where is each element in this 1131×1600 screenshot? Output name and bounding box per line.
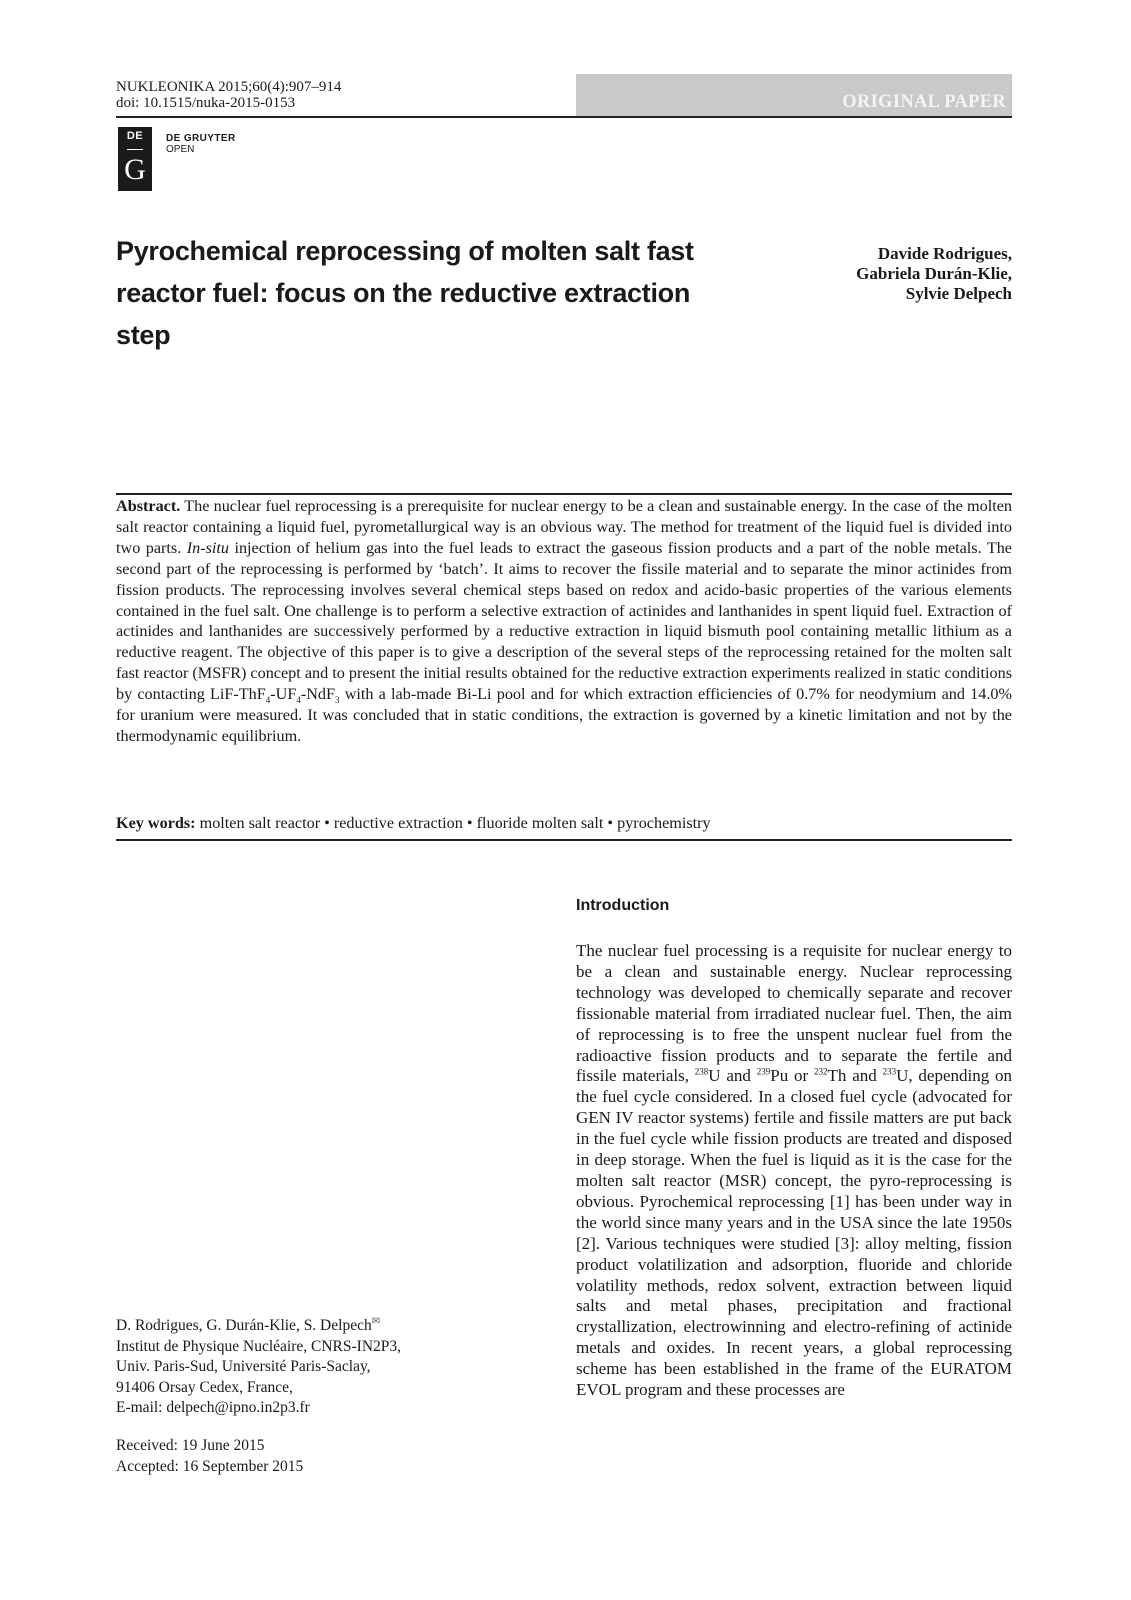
- keywords: [116, 813, 1012, 833]
- publisher-text: [166, 133, 236, 155]
- subscript: 4: [265, 695, 271, 706]
- affiliation-institute: Institut de Physique Nucléaire, CNRS-IN2P3,: [116, 1337, 402, 1355]
- dates-block: [116, 1436, 536, 1477]
- affiliation-names: D. Rodrigues, G. Durán-Klie, S. Delpech: [116, 1317, 372, 1335]
- subscript: 3: [335, 695, 340, 706]
- article-type-label: ORIGINAL PAPER: [842, 92, 1006, 112]
- doi: doi: 10.1515/nuka-2015-0153: [116, 95, 296, 111]
- superscript: 233: [882, 1066, 897, 1077]
- subscript: 4: [296, 695, 301, 706]
- keywords-label: Key words:: [116, 814, 196, 832]
- article-type-badge: [576, 74, 1012, 116]
- body-text: U, depending on the fuel cycle considered. In a closed fuel cycle (advocated for GEN IV reactor systems) fertile and fissile matters are put back in the fuel cycle while fission products are treated and disposed in deep storage. When the fuel is liquid as it is the case for the molten salt reactor (MSR) concept, the pyro-reprocessing is obvious. Pyrochemical reprocessing [1] has been under way in the world since many years and in the USA since the late 1950s [2]. Various techniques were studied [3]: alloy melting, fission product volatilization and adsorption, fluoride and chloride volatility methods, redox solvent, extraction between liquid salts and metal phases, precipitation and fractional crystallization, electrowinning and electro-refining of actinide metals and oxides. In recent years, a global reprocessing scheme has been established in the frame of the EURATOM EVOL program and these processes are: [576, 1066, 1013, 1400]
- superscript: 232: [814, 1066, 828, 1077]
- abstract: [116, 496, 1012, 747]
- affiliation-names-line: [116, 1312, 536, 1337]
- abstract-text: with a lab-made Bi-Li pool and for which extraction efficiencies of 0.7% for neodymium and 14.0% for uranium were measured. It was concluded that in static conditions, the extraction is governed by a kinetic limitation and not by the thermodynamic equilibrium.: [116, 685, 1012, 745]
- body-text: The nuclear fuel processing is a requisite for nuclear energy to be a clean and sustainable energy. Nuclear reprocessing technology was developed to chemically separate and recover fissionable material from irradiated nuclear fuel. Then, the aim of reprocessing is to free the unspent nuclear fuel from the radioactive fission products and to separate the fertile and fissile materials,: [576, 941, 1012, 1086]
- paper-title: Pyrochemical reprocessing of molten salt fast reactor fuel: focus on the reductive extraction step: [116, 236, 694, 350]
- accepted-date: Accepted: 16 September 2015: [116, 1457, 304, 1475]
- affiliation-block: [116, 1312, 536, 1419]
- received-date: Received: 19 June 2015: [116, 1437, 265, 1454]
- envelope-icon: ✉: [371, 1316, 381, 1327]
- logo-mark-bottom: G: [124, 153, 146, 186]
- author-2: Gabriela Durán-Klie,: [856, 264, 1012, 283]
- affiliation-university: Univ. Paris-Sud, Université Paris-Saclay,: [116, 1358, 371, 1376]
- publisher-logo: [118, 127, 152, 191]
- abstract-text: -UF: [270, 685, 297, 704]
- abstract-text: The nuclear fuel reprocessing is a prerequisite for nuclear energy to be a clean and sustainable energy. In the case of the molten salt reactor containing a liquid fuel, pyrometallurgical way is an obvious way. The method for treatment of the liquid fuel is divided into two parts.: [116, 497, 1012, 557]
- superscript: 239: [756, 1066, 771, 1077]
- logo-mark-top: DE: [126, 130, 144, 142]
- abstract-italic: In-situ: [186, 538, 229, 557]
- abstract-label: Abstract.: [116, 497, 181, 515]
- superscript: 238: [694, 1066, 709, 1077]
- author-1: Davide Rodrigues,: [877, 244, 1012, 263]
- affiliation-address: 91406 Orsay Cedex, France,: [116, 1378, 293, 1396]
- publisher-sub: OPEN: [166, 144, 195, 155]
- abstract-top-rule: [116, 493, 1012, 495]
- keywords-text: molten salt reactor • reductive extraction • fluoride molten salt • pyrochemistry: [195, 814, 711, 832]
- section-heading-introduction: Introduction: [576, 897, 670, 914]
- journal-issue: NUKLEONIKA 2015;60(4):907–914: [116, 79, 342, 95]
- header-divider: [116, 116, 1012, 118]
- body-text: U and: [708, 1066, 757, 1086]
- body-text: Pu or: [770, 1066, 814, 1086]
- body-text: Th and: [827, 1066, 883, 1086]
- abstract-bottom-rule: [116, 839, 1012, 841]
- introduction-body: [576, 941, 1012, 1401]
- abstract-text: injection of helium gas into the fuel leads to extract the gaseous fission products and a part of the noble metals. The second part of the reprocessing is performed by ‘batch’. It aims to recover the fissile material and to separate the minor actinides from fission products. The reprocessing involves several chemical steps based on redox and acido-basic properties of the various elements contained in the fuel salt. One challenge is to perform a selective extraction of actinides and lanthanides in spent liquid fuel. Extraction of actinides and lanthanides are successively performed by a reductive extraction in liquid bismuth pool containing metallic lithium as a reductive reagent. The objective of this paper is to give a description of the several steps of the reprocessing retained for the molten salt fast reactor (MSFR) concept and to present the initial results obtained for the reductive extraction experiments realized in static conditions by contacting LiF-ThF: [116, 538, 1012, 704]
- publisher-name: DE GRUYTER: [166, 133, 236, 144]
- logo-bar: [127, 149, 143, 150]
- abstract-text: -NdF: [300, 685, 336, 704]
- author-3: Sylvie Delpech: [905, 284, 1012, 303]
- journal-citation: [116, 79, 341, 111]
- affiliation-email: E-mail: delpech@ipno.in2p3.fr: [116, 1399, 310, 1417]
- author-list: [760, 244, 1012, 304]
